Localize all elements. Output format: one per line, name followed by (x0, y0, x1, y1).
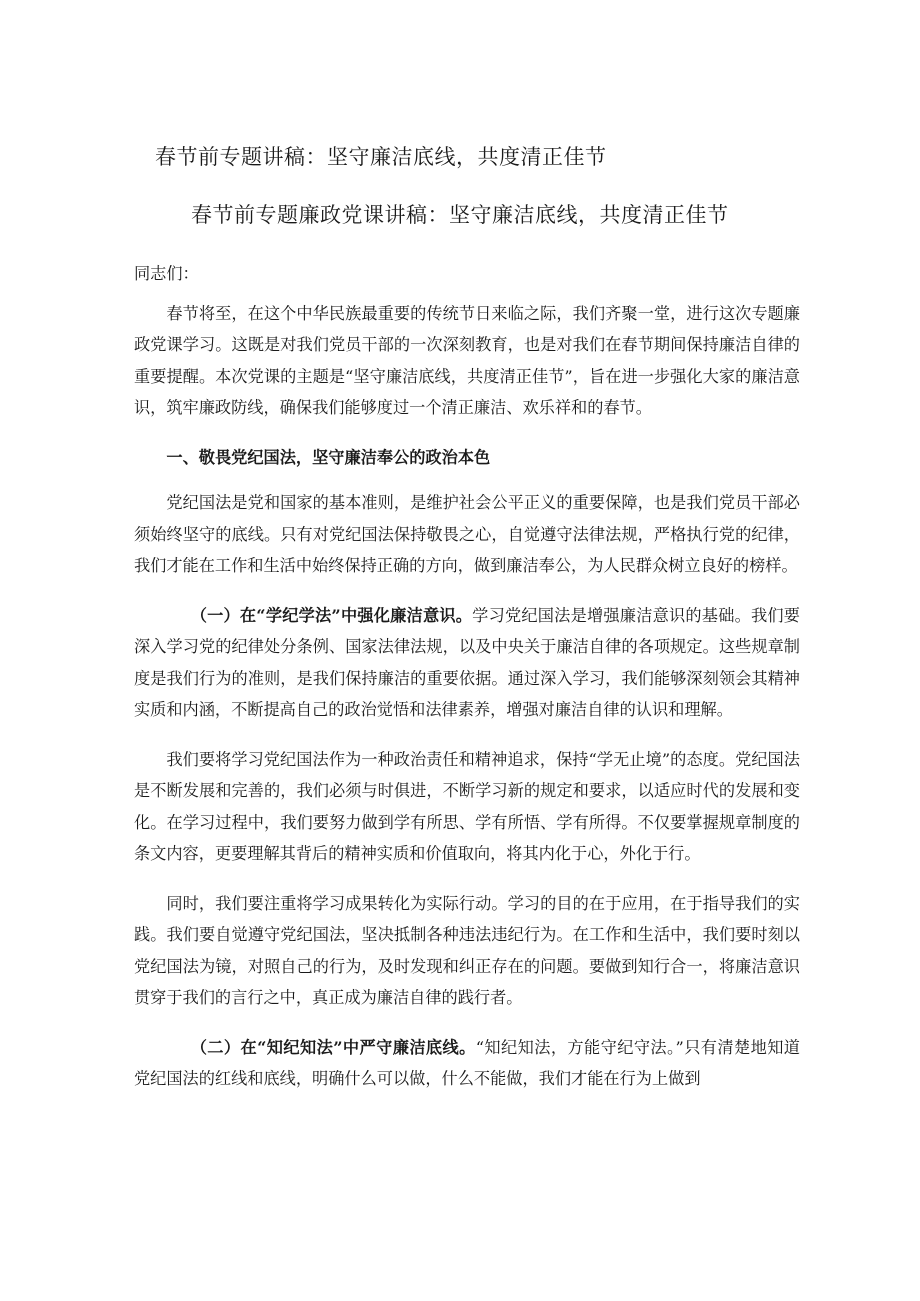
subsection-text-1: 学习党纪国法是增强廉洁意识的基础。我们要深入学习党的纪律处分条例、国家法律法规，以及中央关于廉洁自律的各项规定。这些规章制度是我们行为的准则，是我们保持廉洁的重要依据。通过深入学习，我们能够深刻领会其精神实质和内涵，不断提高自己的政治觉悟和法律素养，增强对廉洁自律的认识和理解。 (134, 605, 800, 719)
document-subtitle: 春节前专题廉政党课讲稿：坚守廉洁底线，共度清正佳节 (191, 203, 729, 227)
document-title: 春节前专题讲稿：坚守廉洁底线，共度清正佳节 (155, 145, 607, 169)
subsection-text-2: “知纪知法，方能守纪守法。”只有清楚地知道党纪国法的红线和底线，明确什么可以做，什么不能做，我们才能在行为上做到 (134, 1037, 800, 1088)
subsection-paragraph-2 (134, 1032, 800, 1095)
body-paragraph: 同时，我们要注重将学习成果转化为实际行动。学习的目的在于应用，在于指导我们的实践。我们要自觉遵守党纪国法，坚决抵制各种违法违纪行为。在工作和生活中，我们要时刻以党纪国法为镜，对照自己的行为，及时发现和纠正存在的问题。要做到知行合一，将廉洁意识贯穿于我们的言行之中，真正成为廉洁自律的践行者。 (134, 893, 800, 1007)
document-body (134, 258, 800, 1113)
subsection-paragraph-1 (134, 600, 800, 726)
section-heading-1: 一、敬畏党纪国法，坚守廉洁奉公的政治本色 (166, 447, 491, 467)
salutation: 同志们： (134, 264, 199, 283)
body-paragraph: 我们要将学习党纪国法作为一种政治责任和精神追求，保持“学无止境”的态度。党纪国法是不断发展和完善的，我们必须与时俱进，不断学习新的规定和要求，以适应时代的发展和变化。在学习过程中，我们要努力做到学有所思、学有所悟、学有所得。不仅要掌握规章制度的条文内容，更要理解其背后的精神实质和价值取向，将其内化于心，外化于行。 (134, 749, 800, 863)
subsection-heading-1: （一）在“学纪学法”中强化廉洁意识。 (190, 605, 473, 625)
subsection-heading-2: （二）在“知纪知法”中严守廉洁底线。 (190, 1037, 476, 1057)
intro-paragraph: 春节将至，在这个中华民族最重要的传统节日来临之际，我们齐聚一堂，进行这次专题廉政党课学习。这既是对我们党员干部的一次深刻教育，也是对我们在春节期间保持廉洁自律的重要提醒。本次党课的主题是“坚守廉洁底线，共度清正佳节”，旨在进一步强化大家的廉洁意识，筑牢廉政防线，确保我们能够度过一个清正廉洁、欢乐祥和的春节。 (134, 303, 800, 417)
body-paragraph: 党纪国法是党和国家的基本准则，是维护社会公平正义的重要保障，也是我们党员干部必须始终坚守的底线。只有对党纪国法保持敬畏之心，自觉遵守法律法规，严格执行党的纪律，我们才能在工作和生活中始终保持正确的方向，做到廉洁奉公，为人民群众树立良好的榜样。 (134, 493, 800, 575)
